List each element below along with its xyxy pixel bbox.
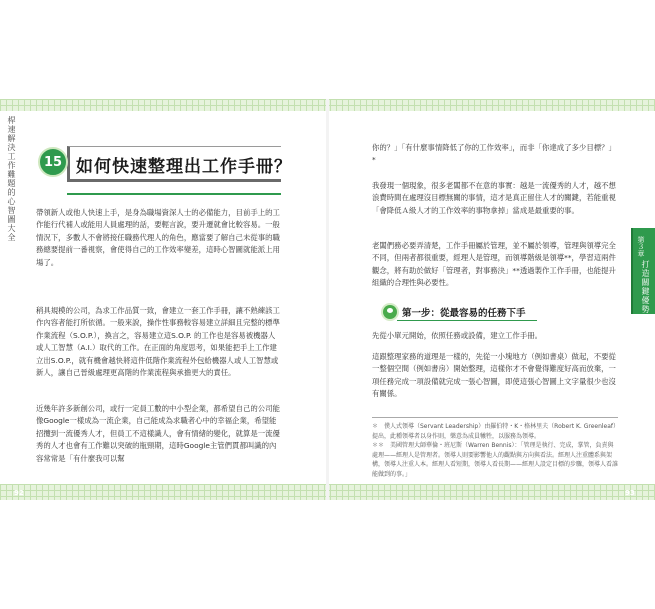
chapter-tab-label: 第３章 [637, 236, 645, 257]
step-heading-underline [397, 320, 537, 321]
footnote-1: ＊ 僕人式領導（Servant Leadership）由羅伯特・K・格林里夫（Robert K. Greenleaf）提出，此種領導者以身作則，樂意為成員犧牲，以服務為領導。 [372, 423, 617, 440]
footnote-2: ＊＊ 美國管理大師華倫・班尼斯（Warren Bennis）：「管理是執行、完成，掌管，負責與處理——經理人是管理者。領導人則要影響他人的觀點與方向與看法。經理人注重體系與架構，領導人注重人本。經理人看短期，領導人看長期——經理人設定目標的步驟，領導人看誰能做到的事。」 [372, 442, 619, 478]
step-heading: 第一步：從最容易的任務下手 [402, 308, 526, 319]
left-paragraph-3: 近幾年許多新創公司，或行一定員工數的中小型企業，都希望自己的公司能像Google一樣成為一流企業，自己能成為求職者心中的幸福企業，希望能招攬到一流優秀人才，但員工不這樣識人，會有情緒的變化，就算是一流優秀的人才也會有工作難以突破的瓶頸期，這時Google主管們貫都叫識的內容常常是「有什麼我可以幫 [36, 404, 280, 463]
left-paragraph-2: 稍具規模的公司，為求工作品質一致，會建立一套工作手冊，讓不熟練該工作內容者能打所依循。一般來說，操作性事務較容易建立詳細且完整的標準作業流程（S.O.P.），換言之，容易建立這S.O.P. 的工作也是容易被機器人或人工智慧（A.I.）取代的工作。在正面的角度思考，如果能把手上工作建立出S.O.P.，就有機會越快將這件低階作業流程外包給機器人或人工智慧或新人，讓自己晉級處理更高階的作業流程與承擔更大的責任。 [36, 306, 280, 378]
section-number-badge: 15 [38, 147, 68, 177]
left-paragraph-1: 帶領新人或他人快速上手，是身為職場資深人士的必備能力，目前手上的工作能行代補人或能用人員處理的話，要輕言說，要升遷就會比較容易。一般情況下，多數人不會將接任職務代理人的角色，應當要了解自己未從事的職務總要提前一番視察，會使得自己的工作效率變差，這時心智圖就能派上用場了。 [36, 208, 280, 267]
page-number-right: 93 [625, 489, 635, 497]
right-paragraph-2: 我發現一個現象，很多老闆都不在意的事實：越是一流優秀的人才，越不想浪費時間在處理沒目標無關的事情，這才是真正留住人才的關鍵，若能重視「會降低Ａ級人才的工作效率的事物拿掉」當成是最重要的事。 [372, 181, 616, 215]
lightbulb-icon [383, 305, 397, 319]
step-paragraph-2: 這跟整理家務的道理是一樣的，先從一小塊地方（例如書桌）做起，不要從一整個空間（例如書房）開始整理，這樣你才不會覺得難度好高而放棄，一項任務完成一項設備就完成一張心智圖，即使這張心智圖上文字量很少也沒有關係。 [372, 352, 616, 399]
book-spine [326, 99, 329, 500]
footnote-divider [372, 417, 618, 418]
section-heading-underline [67, 193, 281, 195]
chapter-tab-edge [631, 228, 633, 314]
running-head: 桿速解決工作難題的心智圖大全 [7, 116, 16, 242]
section-title: 如何快速整理出工作手冊？ [76, 157, 292, 177]
step-paragraph-1: 先從小單元開始，依照任務或設備，建立工作手冊。 [372, 331, 542, 340]
right-paragraph-3: 老闆們務必要弄清楚，工作手冊屬於管理，並不屬於領導，管理與領導完全不同，但兩者都很重要，經理人是管理，而領導階級是領導**，學習這兩件觀念，將有助於做好「管理者，對事務決」**透過製作工作手冊，也能提升組織的合理性與必要性。 [372, 241, 616, 288]
chapter-tab-title: 打造關鍵優勢 [641, 260, 650, 314]
right-paragraph-1: 你的？」「有什麼事情降低了你的工作效率」，而非「你達成了多少目標？」* [372, 143, 616, 165]
page-number-left: 92 [14, 489, 24, 497]
